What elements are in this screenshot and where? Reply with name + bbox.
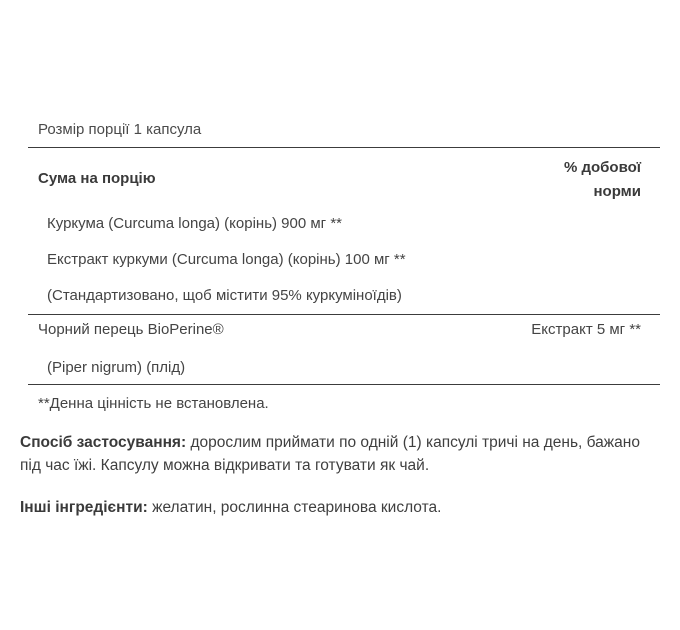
usage-text: дорослим приймати по одній (1) капсулі тричі на день, бажано під час їжі. Капсулу можна відкривати та готувати як чай. [20,434,640,474]
divider [28,384,660,385]
divider [28,147,660,148]
other-ingredients-text: желатин, рослинна стеаринова кислота. [147,499,442,516]
ingredient-black-pepper-latin: (Piper nigrum) (плід) [47,359,186,376]
daily-value-header-line2: норми [593,183,641,200]
usage-paragraph [20,431,665,477]
daily-value-footnote: **Денна цінність не встановлена. [38,395,269,412]
ingredient-turmeric-extract: Екстракт куркуми (Curcuma longa) (корінь) 100 мг ** [47,251,406,268]
usage-label: Спосіб застосування: [20,434,187,451]
daily-value-header [564,156,641,204]
amount-per-serving-header: Сума на порцію [38,170,156,187]
other-ingredients-label: Інші інгредієнти: [20,499,148,516]
divider [28,314,660,315]
daily-value-header-line1: % добової [563,159,641,176]
ingredient-standardization: (Стандартизовано, щоб містити 95% куркуміноїдів) [47,287,402,304]
ingredient-black-pepper: Чорний перець BioPerine® [38,321,224,338]
ingredient-turmeric: Куркума (Curcuma longa) (корінь) 900 мг ** [47,215,342,232]
other-ingredients-paragraph [20,496,665,519]
serving-size: Розмір порції 1 капсула [38,121,202,138]
ingredient-black-pepper-amount: Екстракт 5 мг ** [531,321,641,338]
